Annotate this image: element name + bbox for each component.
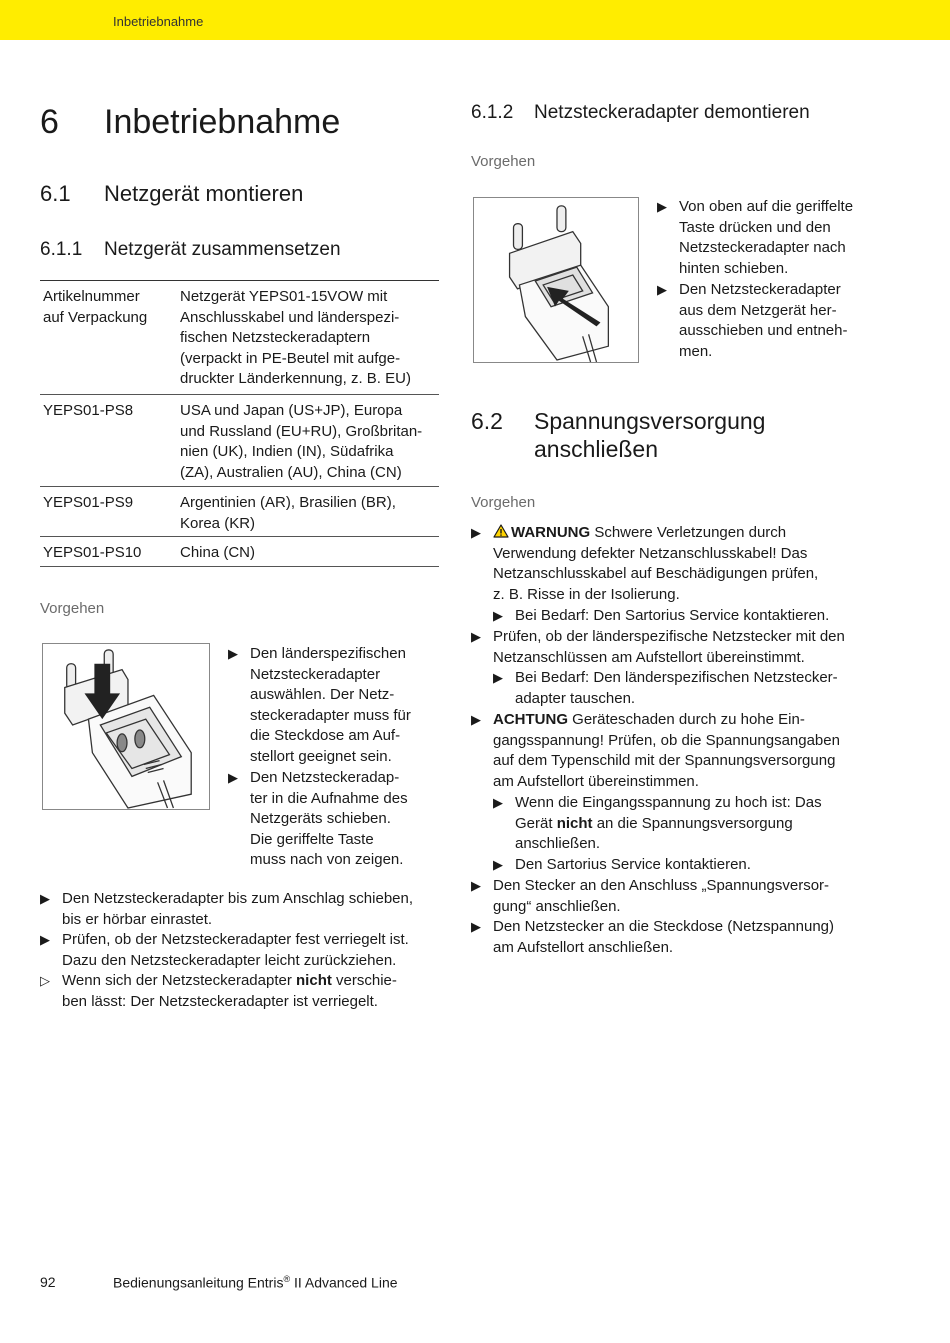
substep-line: adapter tauschen. bbox=[515, 689, 636, 707]
result-line bbox=[62, 971, 440, 992]
step-line: Netzanschlüssen am Aufstellort übereinstimmt. bbox=[493, 648, 805, 666]
step-check-lock bbox=[40, 930, 440, 971]
table-header-row bbox=[40, 281, 439, 395]
section-6-2-title bbox=[534, 407, 765, 463]
section-6-1-2-title: Netzsteckeradapter demontieren bbox=[534, 102, 810, 123]
section-6-1-1-title: Netzgerät zusammensetzen bbox=[104, 239, 341, 260]
table-cell-line: Argentinien (AR), Brasilien (BR), bbox=[180, 494, 396, 511]
manual-title-text: II Advanced Line bbox=[290, 1274, 398, 1291]
step-line: Prüfen, ob der Netzsteckeradapter fest verriegelt ist. bbox=[62, 931, 409, 948]
step-arrow-icon: ▶ bbox=[657, 282, 667, 297]
warning-triangle-icon bbox=[493, 524, 509, 538]
table-cell-line: und Russland (EU+RU), Großbritan- bbox=[180, 422, 423, 440]
step-line: auswählen. Der Netz- bbox=[250, 686, 395, 704]
step-arrow-icon: ▶ bbox=[471, 878, 481, 893]
substep-replace-adapter bbox=[493, 668, 883, 709]
step-arrow-icon: ▶ bbox=[471, 919, 481, 934]
chapter-title: Inbetriebnahme bbox=[104, 103, 341, 141]
section-title-line: Spannungsversorgung bbox=[534, 408, 766, 434]
step-arrow-icon: ▶ bbox=[493, 795, 503, 810]
step-line: Den Netzsteckeradapter bis zum Anschlag schieben, bbox=[62, 890, 414, 907]
table-cell-description bbox=[180, 543, 439, 564]
table-cell-line: Korea (KR) bbox=[180, 514, 256, 532]
section-title-line: anschließen bbox=[534, 436, 659, 462]
step-line: steckeradapter muss für bbox=[250, 706, 411, 724]
manual-title bbox=[113, 1274, 398, 1291]
procedure-label: Vorgehen bbox=[40, 600, 105, 617]
table-header-col2-line: (verpackt in PE-Beutel mit aufge- bbox=[180, 349, 401, 367]
caution-step bbox=[471, 710, 881, 792]
result-arrow-icon: ▷ bbox=[40, 973, 50, 988]
section-6-1-number: 6.1 bbox=[40, 181, 71, 206]
step-line: stellort geeignet sein. bbox=[250, 747, 392, 765]
step-arrow-icon: ▶ bbox=[471, 629, 481, 644]
step-line: bis er hörbar einrastet. bbox=[62, 910, 213, 928]
step-line: Netzsteckeradapter nach bbox=[679, 239, 846, 257]
warning-line bbox=[493, 523, 881, 544]
step-line: aus dem Netzgerät her- bbox=[679, 301, 837, 319]
table-header-col2 bbox=[180, 287, 439, 390]
step-line: gung“ anschließen. bbox=[493, 897, 621, 915]
table-header-col2-line: Netzgerät YEPS01-15VOW mit bbox=[180, 288, 388, 305]
step-push-adapter bbox=[40, 889, 440, 930]
step-line: am Aufstellort anschließen. bbox=[493, 938, 674, 956]
step-line: Taste drücken und den bbox=[679, 218, 831, 236]
table-header-col2-line: fischen Netzsteckeradaptern bbox=[180, 329, 371, 347]
table-row bbox=[40, 487, 439, 537]
step-line: Den Stecker an den Anschluss „Spannungsversor- bbox=[493, 877, 830, 894]
substep-line: Wenn die Eingangsspannung zu hoch ist: Das bbox=[515, 794, 822, 811]
table-row bbox=[40, 395, 439, 487]
adapter-insert-illustration bbox=[42, 643, 210, 810]
result-text: Wenn sich der Netzsteckeradapter bbox=[62, 972, 297, 989]
page-number: 92 bbox=[40, 1274, 56, 1290]
table-cell-line: nien (UK), Indien (IN), Südafrika bbox=[180, 443, 394, 461]
section-6-1-title: Netzgerät montieren bbox=[104, 181, 304, 206]
step-line: ausschieben und entneh- bbox=[679, 322, 848, 340]
table-cell-description bbox=[180, 493, 439, 534]
substep-line: anschließen. bbox=[515, 835, 601, 853]
substep-line bbox=[515, 814, 883, 835]
table-cell-line: USA und Japan (US+JP), Europa bbox=[180, 402, 403, 419]
substep-text: Gerät bbox=[515, 814, 557, 832]
step-line: men. bbox=[679, 342, 713, 360]
step-arrow-icon: ▶ bbox=[493, 857, 503, 872]
substep-voltage-too-high bbox=[493, 793, 883, 855]
table-header-col2-line: Anschlusskabel und länderspezi- bbox=[180, 308, 400, 326]
step-line: Den Netzsteckeradapter bbox=[679, 281, 841, 298]
step-connect-mains bbox=[471, 917, 881, 958]
header-bar bbox=[0, 0, 950, 40]
step-line: Den länderspezifischen bbox=[250, 645, 406, 662]
section-6-2-number: 6.2 bbox=[471, 408, 503, 434]
caution-line bbox=[493, 710, 881, 731]
step-arrow-icon: ▶ bbox=[40, 891, 50, 906]
step-line: Netzsteckeradapter bbox=[250, 665, 381, 683]
step-arrow-icon: ▶ bbox=[228, 770, 238, 785]
table-cell-description bbox=[180, 401, 439, 483]
step-line: ter in die Aufnahme des bbox=[250, 789, 408, 807]
procedure-label: Vorgehen bbox=[471, 494, 536, 511]
section-6-1-1-number: 6.1.1 bbox=[40, 239, 83, 260]
registered-mark: ® bbox=[283, 1274, 291, 1284]
table-cell-article: YEPS01-PS9 bbox=[43, 494, 134, 511]
step-arrow-icon: ▶ bbox=[657, 199, 667, 214]
remove-step-1 bbox=[657, 197, 887, 279]
manual-title-text: Bedienungsanleitung Entris bbox=[113, 1274, 284, 1291]
warning-line: Netzanschlusskabel auf Beschädigungen prüfen, bbox=[493, 565, 819, 583]
step-arrow-icon: ▶ bbox=[471, 712, 481, 727]
step-line: Netzgeräts schieben. bbox=[250, 810, 391, 828]
table-cell-article: YEPS01-PS8 bbox=[43, 402, 134, 419]
substep-text: Den Sartorius Service kontaktieren. bbox=[515, 856, 751, 873]
result-line: ben lässt: Der Netzsteckeradapter ist verriegelt. bbox=[62, 992, 378, 1010]
step-line: Den Netzstecker an die Steckdose (Netzspannung) bbox=[493, 918, 835, 935]
caution-line: am Aufstellort übereinstimmen. bbox=[493, 772, 699, 790]
step-arrow-icon: ▶ bbox=[493, 670, 503, 685]
step-line: hinten schieben. bbox=[679, 259, 789, 277]
adapter-remove-illustration bbox=[473, 197, 639, 363]
warning-label: WARNUNG bbox=[511, 524, 591, 541]
substep-text: an die Spannungsversorgung bbox=[592, 814, 793, 832]
step-line: die Steckdose am Auf- bbox=[250, 727, 401, 745]
substep-contact-service-2 bbox=[493, 855, 883, 876]
step-check-plug bbox=[471, 627, 881, 668]
table-cell-line: China (CN) bbox=[180, 544, 256, 561]
step-line: Dazu den Netzsteckeradapter leicht zurückziehen. bbox=[62, 951, 397, 969]
step-arrow-icon: ▶ bbox=[228, 646, 238, 661]
substep-contact-service bbox=[493, 606, 883, 627]
caution-line: auf dem Typenschild mit der Spannungsversorgung bbox=[493, 752, 836, 770]
chapter-number: 6 bbox=[40, 103, 59, 141]
warning-text: Schwere Verletzungen durch bbox=[590, 524, 787, 541]
caution-label: ACHTUNG bbox=[493, 711, 568, 728]
table-header-col1-line: Artikelnummer bbox=[43, 288, 140, 305]
table-header-col2-line: druckter Länderkennung, z. B. EU) bbox=[180, 370, 411, 388]
table-header-col1 bbox=[43, 287, 147, 328]
substep-text: Bei Bedarf: Den Sartorius Service kontaktieren. bbox=[515, 607, 830, 624]
result-emphasis: nicht bbox=[296, 972, 332, 989]
figure-step-2 bbox=[228, 768, 438, 871]
warning-line: Verwendung defekter Netzanschlusskabel! Das bbox=[493, 544, 808, 562]
step-line: Die geriffelte Taste bbox=[250, 830, 374, 848]
figure-step-1 bbox=[228, 644, 438, 768]
article-table bbox=[40, 280, 439, 567]
step-arrow-icon: ▶ bbox=[493, 608, 503, 623]
step-arrow-icon: ▶ bbox=[40, 932, 50, 947]
step-line: Von oben auf die geriffelte bbox=[679, 198, 854, 215]
caution-text: Geräteschaden durch zu hohe Ein- bbox=[568, 711, 805, 728]
adapter-insert-drawing bbox=[43, 644, 209, 809]
warning-step bbox=[471, 523, 881, 605]
step-connect-plug bbox=[471, 876, 881, 917]
substep-emphasis: nicht bbox=[556, 814, 593, 832]
substep-line: Bei Bedarf: Den länderspezifischen Netzstecker- bbox=[515, 669, 838, 686]
step-line: muss nach von zeigen. bbox=[250, 851, 404, 869]
step-line: Den Netzsteckeradap- bbox=[250, 769, 400, 786]
header-breadcrumb: Inbetriebnahme bbox=[113, 14, 204, 29]
step-arrow-icon: ▶ bbox=[471, 525, 481, 540]
adapter-remove-drawing bbox=[474, 198, 638, 362]
table-cell-line: (ZA), Australien (AU), China (CN) bbox=[180, 463, 402, 481]
table-cell-article: YEPS01-PS10 bbox=[43, 544, 142, 561]
step-line: Prüfen, ob der länderspezifische Netzstecker mit den bbox=[493, 628, 845, 645]
remove-step-2 bbox=[657, 280, 887, 362]
table-row bbox=[40, 537, 439, 567]
procedure-label: Vorgehen bbox=[471, 153, 536, 170]
result-locked bbox=[40, 971, 440, 1012]
result-text: verschie- bbox=[331, 972, 397, 989]
section-6-1-2-number: 6.1.2 bbox=[471, 102, 514, 123]
caution-line: gangsspannung! Prüfen, ob die Spannungsangaben bbox=[493, 731, 840, 749]
table-header-col1-line: auf Verpackung bbox=[43, 308, 148, 326]
warning-line: z. B. Risse in der Isolierung. bbox=[493, 585, 680, 603]
